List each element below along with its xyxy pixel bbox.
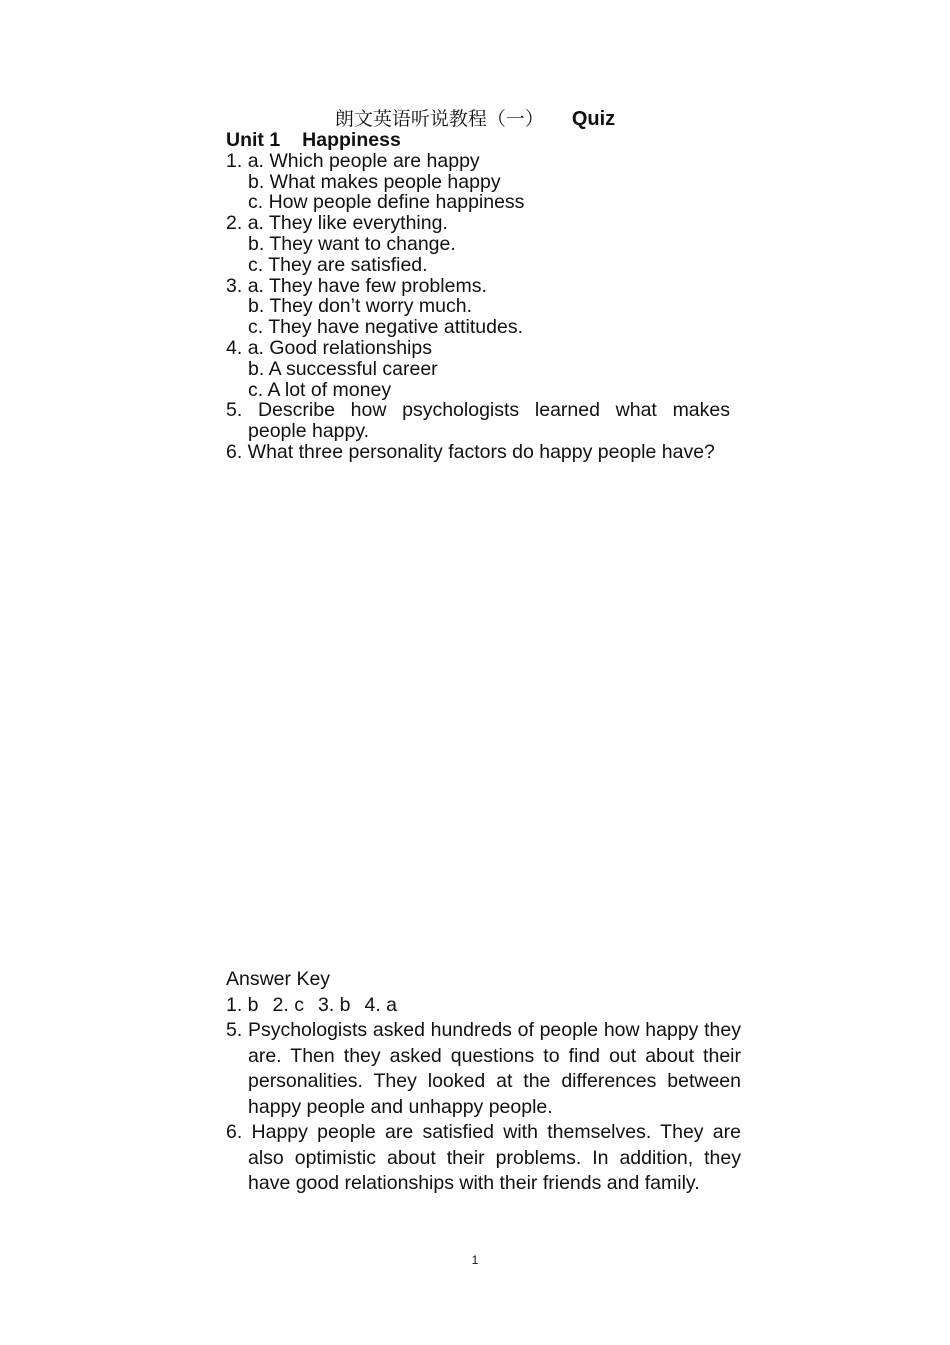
page-number: 1	[471, 1253, 479, 1267]
question-option: a. Which people are happy	[247, 149, 480, 172]
question-option: c. They have negative attitudes.	[248, 316, 523, 339]
question-number: 2.	[226, 212, 243, 235]
question-number: 4.	[226, 336, 243, 359]
question-2	[226, 213, 730, 234]
unit-number: Unit 1	[226, 129, 281, 151]
question-option: b. A successful career	[248, 357, 438, 380]
question-option: a. They have few problems.	[247, 274, 487, 297]
question-6: 6. What three personality factors do happy people have?	[226, 440, 715, 463]
question-5: 5. Describe how psychologists learned what makes people happy.	[226, 399, 730, 443]
unit-name: Happiness	[302, 129, 401, 151]
answer-key-choices	[226, 993, 741, 1019]
question-3	[226, 276, 730, 297]
answer-choice: 3. b	[317, 993, 351, 1016]
answer-5: 5. Psychologists asked hundreds of people how happy they are. Then they asked questions to find out about their personalities. They looked at the differences between happy people and unhappy people.	[226, 1019, 741, 1118]
question-option: c. They are satisfied.	[248, 253, 428, 276]
answer-choice: 2. c	[272, 993, 304, 1016]
answer-choice: 4. a	[364, 993, 398, 1016]
question-option: a. Good relationships	[247, 336, 432, 359]
answer-key-section	[226, 967, 741, 1197]
quiz-section	[226, 130, 730, 463]
question-option: b. They don’t worry much.	[248, 295, 472, 318]
question-option: b. What makes people happy	[248, 170, 501, 193]
question-option: c. A lot of money	[248, 378, 392, 401]
unit-heading	[226, 130, 730, 151]
page-title	[0, 106, 950, 132]
question-number: 1.	[226, 149, 243, 172]
title-chinese: 朗文英语听说教程（一）	[334, 108, 544, 130]
question-option: c. How people define happiness	[248, 191, 525, 214]
answer-6: 6. Happy people are satisfied with themselves. They are also optimistic about their problems. In addition, they have good relationships with their friends and family.	[226, 1121, 741, 1194]
question-1	[226, 151, 730, 172]
question-option: b. They want to change.	[248, 232, 456, 255]
answer-key-heading: Answer Key	[226, 968, 331, 990]
question-option: a. They like everything.	[247, 212, 448, 235]
title-quiz: Quiz	[571, 108, 616, 130]
question-4	[226, 338, 730, 359]
answer-choice: 1. b	[226, 993, 259, 1016]
question-number: 3.	[226, 274, 243, 297]
